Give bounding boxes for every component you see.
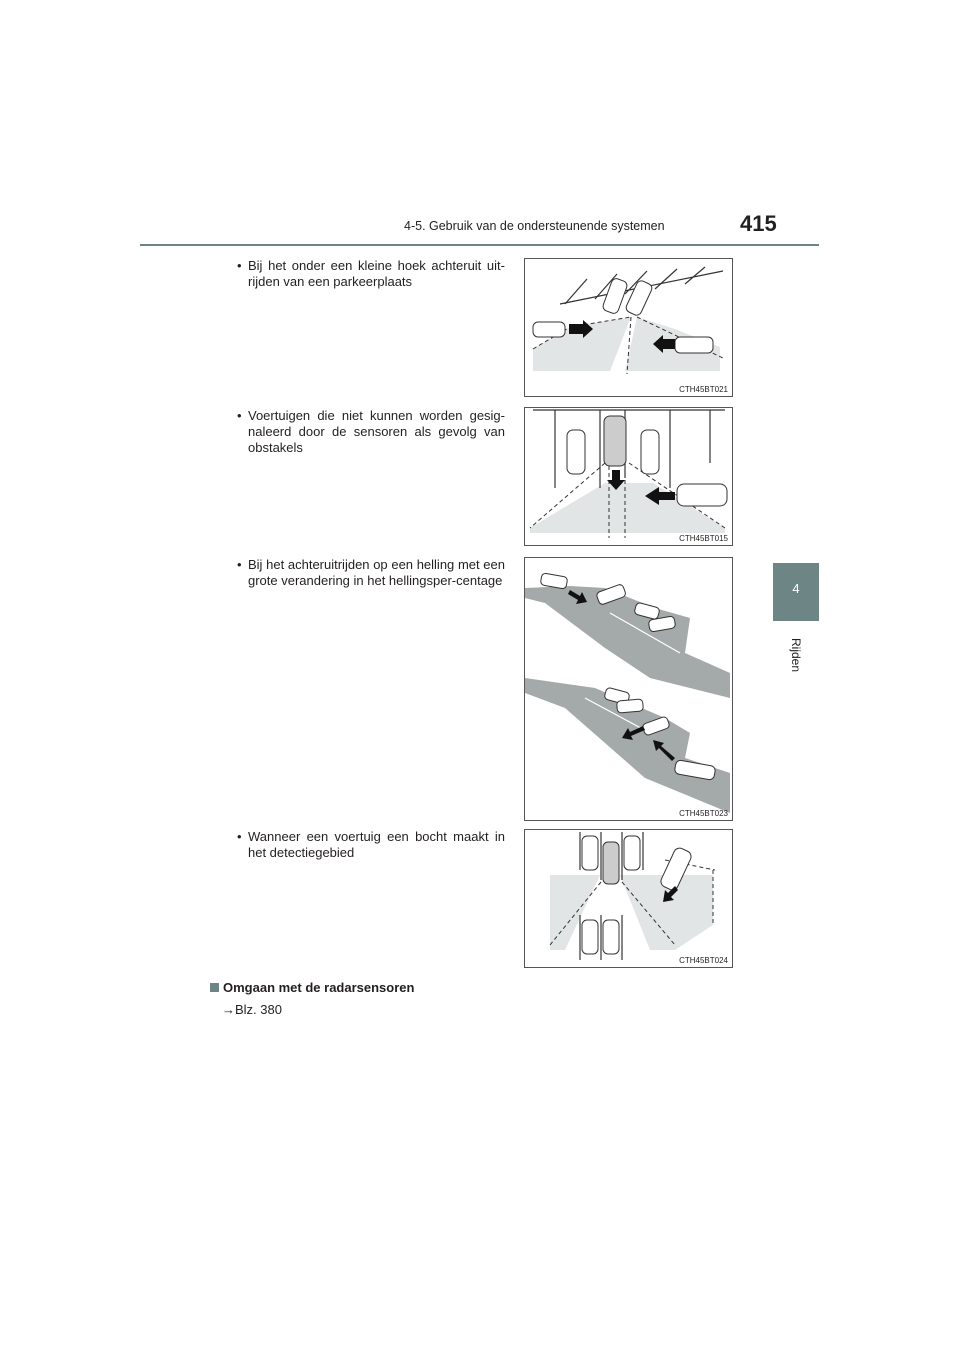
heading-text: Omgaan met de radarsensoren: [223, 980, 415, 995]
header-divider: [140, 244, 819, 246]
chapter-label-vertical: [780, 630, 812, 680]
figure-slope: [524, 557, 733, 821]
figure-code: CTH45BT024: [679, 956, 728, 965]
section-title: 4-5. Gebruik van de ondersteunende systemen: [404, 219, 665, 233]
figure-turning-vehicle: [524, 829, 733, 968]
chapter-label: Rijden: [789, 637, 803, 673]
subsection-heading: [210, 980, 414, 995]
bullet-marker: •: [237, 829, 242, 844]
bullet-marker: •: [237, 408, 242, 423]
bullet-text: Bij het onder een kleine hoek achteruit uit-rijden van een parkeerplaats: [248, 258, 505, 289]
figure-reverse-out-angle: [524, 258, 733, 397]
figure-code: CTH45BT015: [679, 534, 728, 543]
figure-obstructed-sensors: [524, 407, 733, 546]
bullet-item: [237, 408, 505, 456]
bullet-marker: •: [237, 258, 242, 273]
figure-code: CTH45BT021: [679, 385, 728, 394]
bullet-marker: •: [237, 557, 242, 572]
bullet-item: [237, 557, 505, 589]
chapter-number: 4: [792, 581, 800, 596]
heading-square-icon: [210, 983, 219, 992]
figure-code: CTH45BT023: [679, 809, 728, 818]
bullet-item: [237, 829, 505, 861]
bullet-text: Voertuigen die niet kunnen worden gesig-naleerd door de sensoren als gevolg van obstakels: [248, 408, 505, 455]
bullet-item: [237, 258, 505, 290]
chapter-tab: [773, 563, 819, 621]
bullet-text: Wanneer een voertuig een bocht maakt in het detectiegebied: [248, 829, 505, 860]
page-number: 415: [740, 211, 777, 236]
bullet-text: Bij het achteruitrijden op een helling met een grote verandering in het hellingsper-centage: [248, 557, 505, 588]
page-reference-link[interactable]: →Blz. 380: [222, 1002, 282, 1017]
